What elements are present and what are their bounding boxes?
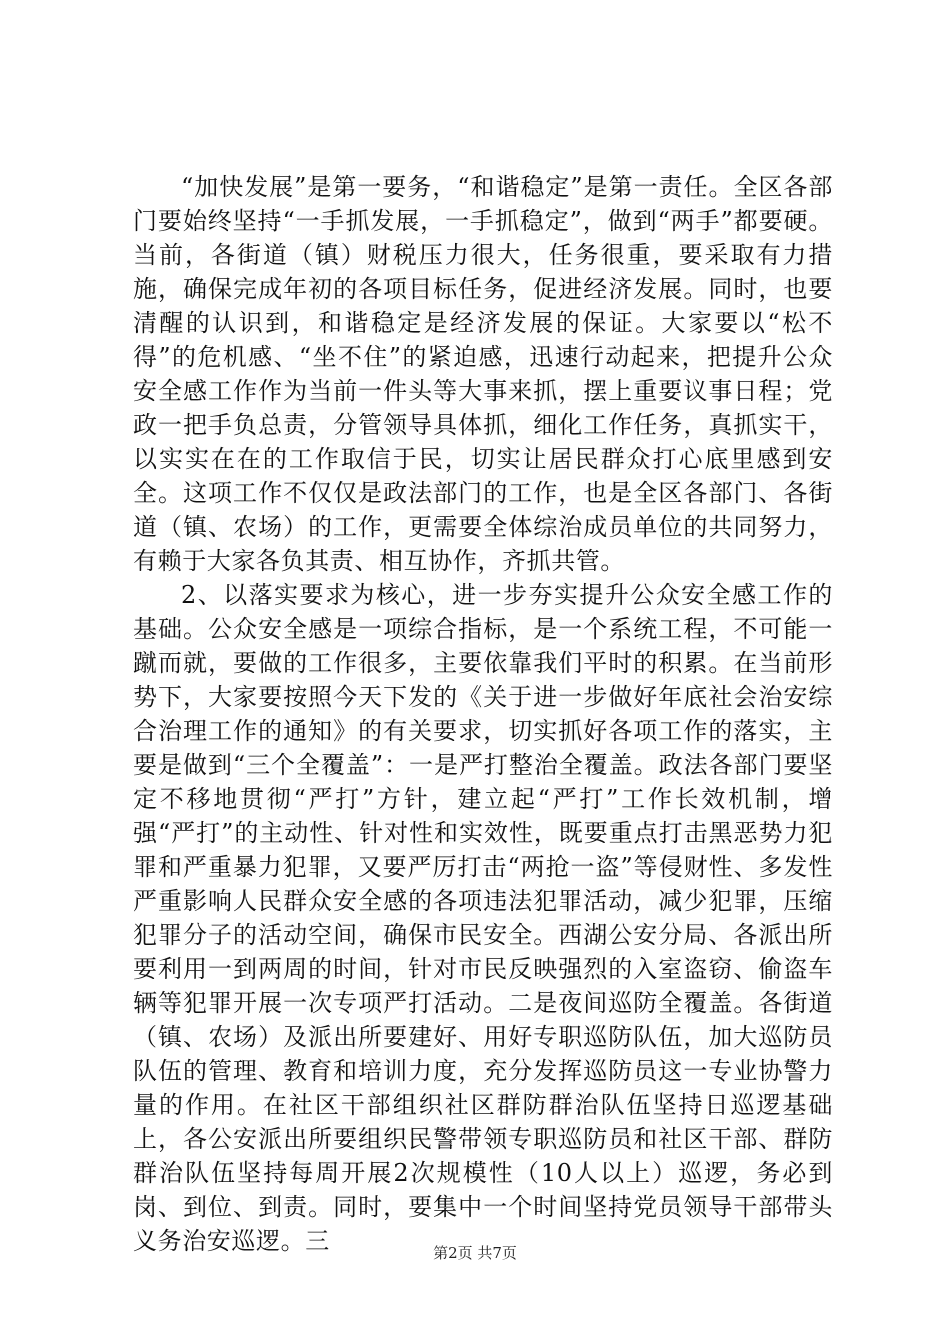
page-footer: 第2页 共7页: [433, 1244, 517, 1262]
document-body: [133, 170, 833, 1258]
paragraph-1: “加快发展”是第一要务，“和谐稳定”是第一责任。全区各部门要始终坚持“一手抓发展，一手抓稳定”，做到“两手”都要硬。当前，各街道（镇）财税压力很大，任务很重，要采取有力措施，确保完成年初的各项目标任务，促进经济发展。同时，也要清醒的认识到，和谐稳定是经济发展的保证。大家要以“松不得”的危机感、“坐不住”的紧迫感，迅速行动起来，把提升公众安全感工作作为当前一件头等大事来抓，摆上重要议事日程；党政一把手负总责，分管领导具体抓，细化工作任务，真抓实干，以实实在在的工作取信于民，切实让居民群众打心底里感到安全。这项工作不仅仅是政法部门的工作，也是全区各部门、各街道（镇、农场）的工作，更需要全体综治成员单位的共同努力，有赖于大家各负其责、相互协作，齐抓共管。: [133, 173, 833, 575]
paragraph-2: 2、以落实要求为核心，进一步夯实提升公众安全感工作的基础。公众安全感是一项综合指标，是一个系统工程，不可能一蹴而就，要做的工作很多，主要依靠我们平时的积累。在当前形势下，大家要按照今天下发的《关于进一步做好年底社会治安综合治理工作的通知》的有关要求，切实抓好各项工作的落实，主要是做到“三个全覆盖”：一是严打整治全覆盖。政法各部门要坚定不移地贯彻“严打”方针，建立起“严打”工作长效机制，增强“严打”的主动性、针对性和实效性，既要重点打击黑恶势力犯罪和严重暴力犯罪，又要严厉打击“两抢一盗”等侵财性、多发性严重影响人民群众安全感的各项违法犯罪活动，减少犯罪，压缩犯罪分子的活动空间，确保市民安全。西湖公安分局、各派出所要利用一到两周的时间，针对市民反映强烈的入室盗窃、偷盗车辆等犯罪开展一次专项严打活动。二是夜间巡防全覆盖。各街道（镇、农场）及派出所要建好、用好专职巡防队伍，加大巡防员队伍的管理、教育和培训力度，充分发挥巡防员这一专业协警力量的作用。在社区干部组织社区群防群治队伍坚持日巡逻基础上，各公安派出所要组织民警带领专职巡防员和社区干部、群防群治队伍坚持每周开展2次规模性（10人以上）巡逻，务必到岗、到位、到责。同时，要集中一个时间坚持党员领导干部带头义务治安巡逻。三: [133, 581, 833, 1255]
